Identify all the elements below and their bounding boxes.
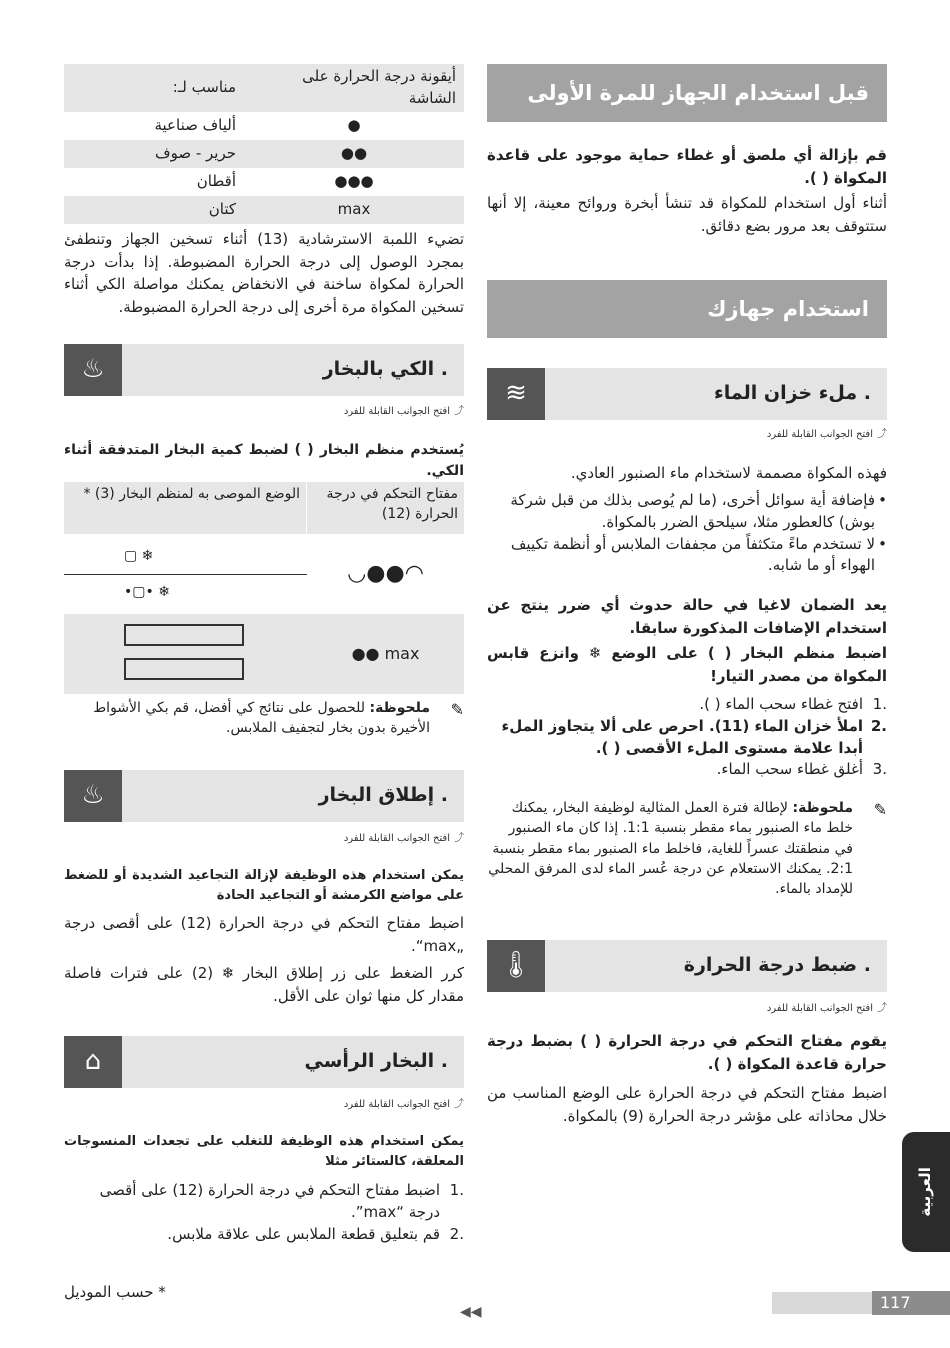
- section-fill-water: [487, 368, 887, 420]
- using-title: استخدام جهازك: [707, 296, 869, 321]
- tap-water-text: فهذه المكواة مصممة لاستخدام ماء الصنبور العادي.: [570, 464, 887, 482]
- steam-shot-usage: يمكن استخدام هذه الوظيفة لإزالة التجاعيد الشديدة أو للضغط على مواضع الكرمشة أو التجاعيد الحادة: [64, 868, 464, 903]
- table-row: ●● حرير - صوف: [64, 140, 464, 168]
- table-row: [64, 534, 464, 614]
- vertical-steam-steps: [64, 1180, 464, 1245]
- fold-note: ⤴ افتح الجوانب القابلة للفرد: [343, 833, 464, 844]
- table-row: ●●● أقطان: [196, 171, 374, 190]
- fold-note: ⤴ افتح الجوانب القابلة للفرد: [766, 1003, 887, 1014]
- section-temperature: [487, 940, 887, 992]
- page-number: 117: [872, 1291, 950, 1315]
- fill-steps: [487, 694, 887, 781]
- temperature-table: [64, 64, 464, 224]
- thermometer-icon: 🌡: [487, 940, 545, 992]
- table-header: أيقونة درجة الحرارة على الشاشة: [244, 64, 464, 112]
- steam-settings-table: [64, 482, 464, 694]
- dial-dots-icon: ◠●●◡: [347, 561, 424, 587]
- warranty-text: يعد الضمان لاغيا في حالة حدوث أي ضرر ينتج عن استخدام الإضافات المذكورة سابقا.: [487, 596, 887, 637]
- fill-water-title: . ملء خزان الماء: [714, 382, 871, 405]
- list-item: • فإضافة أية سوائل أخرى، (ما لم يُوصى بذلك من قبل شركة بوش) كالعطور مثلا، سيلحق الضرر بالمكواة.: [487, 490, 887, 534]
- unplug-instruction: اضبط منظم البخار ( ) على الوضع ❄ وانزع قابس المكواة من مصدر التيار!: [487, 644, 887, 685]
- section-vertical-steam: [64, 1036, 464, 1088]
- steam-regulator-text: يُستخدم منظم البخار ( ) لضبط كمية البخار المتدفقة أثناء الكي.: [64, 442, 464, 479]
- nav-arrows-icon: ◀◀: [460, 1304, 482, 1320]
- steam-ironing-title: . الكي بالبخار: [322, 358, 448, 381]
- pilot-lamp-text: تضيء اللمبة الاسترشادية (13) أثناء تسخين الجهاز وتنطفئ بمجرد الوصول إلى درجة الحرارة المضبوطة. إذا بدأت درجة الحرارة لمكواة ساخنة في الانخفاض يمكنك مواصلة الكي أثناء تسخين المكواة مرة أخرى إلى درجة الحرارة المضبوطة.: [64, 230, 465, 316]
- section-steam-shot: [64, 770, 464, 822]
- steam-max-setting: [124, 658, 244, 680]
- water-fill-icon: ≋: [487, 368, 545, 420]
- steam-high-setting: [124, 624, 244, 646]
- list-item: .1 افتح غطاء سحب الماء ( ).: [699, 695, 887, 713]
- table-row: max كتان: [64, 196, 464, 224]
- water-memo: ✎ ملحوظة: لإطالة فترة العمل المثالية لوظيفة البخار، يمكنك خلط ماء الصنبور بماء مقطر بنسبة 1:1. إذا كان ماء الصنبور في منطقتك عسراً للغاية، فاخلط ماء الصنبور بماء مقطر بنسبة 2:1. يمكنك الاستعلام عن درجة عُسر الماء لدى المرفق المحلي للإمداد بالماء.: [487, 798, 887, 899]
- first-use-title: قبل استخدام الجهاز للمرة الأولى: [527, 80, 869, 105]
- table-header: مفتاح التحكم في درجة الحرارة (12): [326, 486, 458, 523]
- list-item: • لا تستخدم ماءً متكثفاً من مجففات الملابس أو أنظمة تكييف الهواء أو ما شابه.: [487, 534, 887, 578]
- remove-sticker-instruction: قم بإزالة أي ملصق أو غطاء حماية موجود على قاعدة المكواة ( ).: [487, 146, 887, 187]
- list-item: .3 أغلق غطاء سحب الماء.: [716, 760, 887, 779]
- vertical-steam-title: . البخار الرأسي: [304, 1050, 448, 1073]
- model-footnote: * حسب الموديل: [64, 1283, 166, 1301]
- fold-note: ⤴ افتح الجوانب القابلة للفرد: [343, 1099, 464, 1110]
- fold-note: ⤴ افتح الجوانب القابلة للفرد: [343, 406, 464, 417]
- table-row: [64, 614, 464, 694]
- steam-icon: ♨: [64, 344, 122, 396]
- steam-shot-step2: كرر الضغط على زر إطلاق البخار ❄ (2) على فترات فاصلة مقدار كل منها ثوان على الأقل.: [64, 964, 464, 1005]
- section-header-using: [487, 280, 887, 338]
- section-header-first-use: [487, 64, 887, 122]
- steam-memo: ✎ ملحوظة: للحصول على نتائج كي أفضل، قم بكي الأشواط الأخيرة بدون بخار لتجفيف الملابس.: [64, 698, 464, 739]
- first-use-odor-text: أثناء أول استخدام للمكواة قد تنشأ أبخرة وروائح معينة، إلا أنها ستتوقف بعد مرور بضع دقائق.: [487, 194, 887, 235]
- water-warnings-list: [487, 490, 887, 577]
- list-item: .2 قم بتعليق قطعة الملابس على علاقة ملابس.: [167, 1224, 464, 1243]
- dial-max-icon: max ●●: [351, 644, 420, 664]
- vertical-steam-usage: يمكن استخدام هذه الوظيفة للتغلب على تجعدات المنسوجات المعلقة، كالستائر مثلا: [64, 1134, 464, 1169]
- table-row: ● ألياف صناعية: [154, 115, 361, 134]
- steam-off-setting: ❄ ▢: [124, 548, 154, 564]
- steam-shot-title: . إطلاق البخار: [318, 784, 448, 807]
- temp-dial-text: يقوم مفتاح التحكم في درجة الحرارة ( ) بضبط درجة حرارة قاعدة المكواة ( ).: [487, 1032, 887, 1073]
- table-header: مناسب لـ:: [64, 64, 244, 112]
- table-header: الوضع الموصى به لمنظم البخار (3) *: [64, 482, 307, 534]
- steam-low-setting: ❄ •▢•: [124, 584, 170, 600]
- language-tab: العربية: [902, 1132, 950, 1252]
- list-item: .1 اضبط مفتاح التحكم في درجة الحرارة (12) على أقصى درجة “max”.: [99, 1181, 464, 1221]
- fold-note: ⤴ افتح الجوانب القابلة للفرد: [766, 429, 887, 440]
- vertical-steam-icon: ⌂: [64, 1036, 122, 1088]
- steam-shot-icon: ♨: [64, 770, 122, 822]
- table-header-row: [64, 64, 464, 112]
- steam-shot-step1: اضبط مفتاح التحكم في درجة الحرارة (12) على أقصى درجة „max“.: [64, 914, 464, 955]
- temperature-title: . ضبط درجة الحرارة: [683, 954, 871, 977]
- list-item: .2 املأ خزان الماء (11). احرص على ألا يتجاوز الملء أبدا علامة مستوى الملء الأقصى ( ).: [501, 716, 887, 757]
- note-icon: ✎: [873, 800, 887, 819]
- section-steam-ironing: [64, 344, 464, 396]
- temp-adjust-text: اضبط مفتاح التحكم في درجة الحرارة على الوضع المناسب من خلال محاذاته على مؤشر درجة الحرارة (9) بالمكواة.: [487, 1084, 887, 1125]
- note-icon: ✎: [450, 700, 464, 719]
